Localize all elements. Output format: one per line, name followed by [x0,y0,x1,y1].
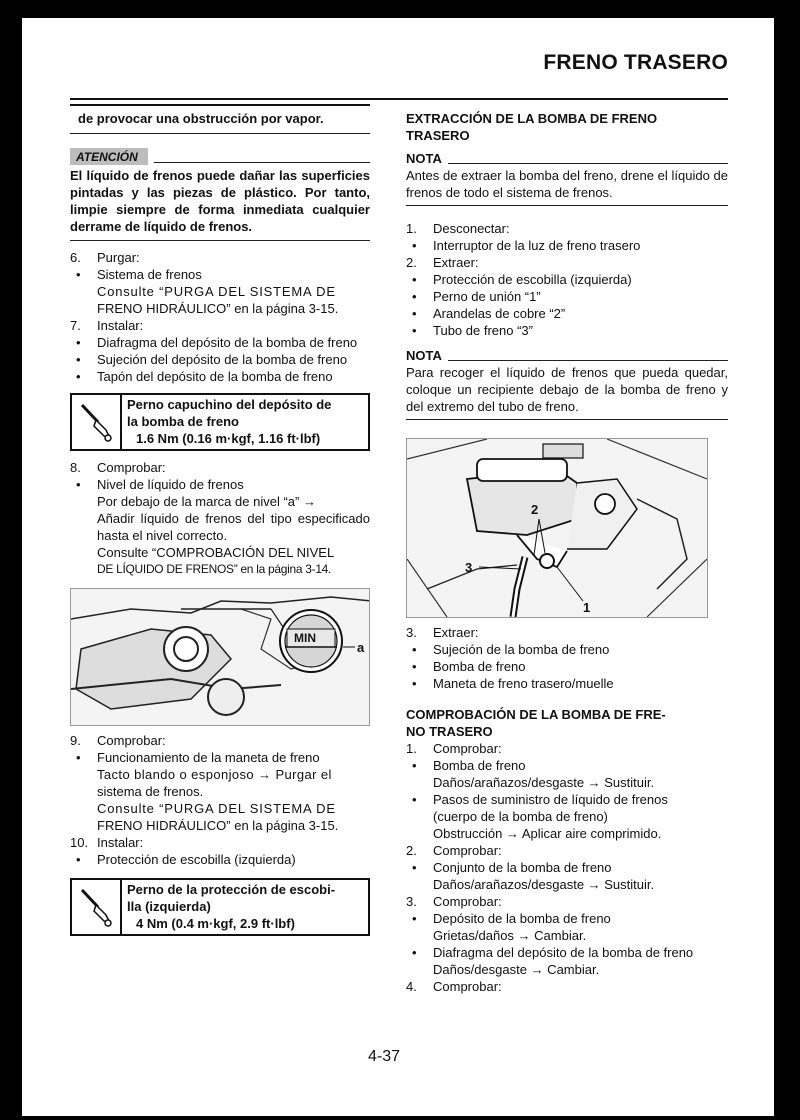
step-10: 10. Instalar: [70,835,144,850]
list-item: • Conjunto de la bomba de freno [412,860,612,875]
reference-text: Consulte “PURGA DEL SISTEMA DE [97,801,336,816]
bullet-dot: • [76,852,81,867]
list-item: • Perno de unión “1” [412,289,541,304]
list-item: • Depósito de la bomba de freno [412,911,611,926]
instruction-text: Tacto blando o esponjoso → Purgar el [97,767,332,782]
torque-value: 4 Nm (0.4 m·kgf, 2.9 ft·lbf) [136,916,295,931]
bullet-dot: • [412,860,417,875]
instruction-text: (cuerpo de la bomba de freno) [433,809,608,824]
list-item: • Arandelas de cobre “2” [412,306,566,321]
bullet-dot: • [76,335,81,350]
torque-spec-box [70,878,370,936]
reference-text: DE LÍQUIDO DE FRENOS” en la página 3-14. [97,562,332,576]
header-rule [70,98,728,100]
note-header: NOTA [406,150,728,167]
section-title: COMPROBACIÓN DE LA BOMBA DE FRE- NO TRASERO [406,707,666,739]
bullet-dot: • [412,289,417,304]
bullet-dot: • [412,659,417,674]
attention-text: El líquido de frenos puede dañar las superficies pintadas y las piezas de plástico. Por tanto, limpie siempre de forma inmediata cualquier derrame de líquido de frenos. [70,167,370,241]
check-step-1: 1. Comprobar: [406,741,502,756]
right-column [406,104,728,995]
bullet-dot: • [412,945,417,960]
bullet-dot: • [76,267,81,282]
bullet-dot: • [76,369,81,384]
section-title: EXTRACCIÓN DE LA BOMBA DE FRENO TRASERO [406,111,658,143]
torque-wrench-icon [72,395,122,449]
bullet-dot: • [412,792,417,807]
callout-2: 2 [531,502,539,517]
list-item: • Sujeción del depósito de la bomba de freno [76,352,348,367]
bullet-dot: • [412,306,417,321]
min-level-mark: MIN [294,631,316,645]
attention-header [70,148,370,165]
list-item: • Funcionamiento de la maneta de freno [76,750,320,765]
list-item: • Protección de escobilla (izquierda) [76,852,296,867]
page-number: 4-37 [368,1048,401,1065]
divider [70,133,370,134]
list-item: • Interruptor de la luz de freno trasero [412,238,641,253]
bullet-dot: • [76,750,81,765]
torque-value: 1.6 Nm (0.16 m·kgf, 1.16 ft·lbf) [136,431,321,446]
bullet-dot: • [412,323,417,338]
instruction-text: Grietas/daños → Cambiar. [433,928,587,943]
reference-text: Consulte “PURGA DEL SISTEMA DE [97,284,336,299]
callout-3: 3 [465,560,473,575]
list-item: • Nivel de líquido de frenos [76,477,244,492]
reference-text: FRENO HIDRÁULICO” en la página 3-15. [97,301,339,316]
attention-badge: ATENCIÓN [70,148,148,165]
figure-master-cylinder [406,438,708,618]
bullet-dot: • [412,238,417,253]
bullet-dot: • [412,758,417,773]
step-8: 8. Comprobar: [70,460,166,475]
step-6: 6. Purgar: [70,250,140,265]
bullet-dot: • [76,477,81,492]
step-1: 1. Desconectar: [406,221,510,236]
note-header: NOTA [406,347,728,364]
step-3: 3. Extraer: [406,625,479,640]
manual-page [22,18,774,1116]
reference-text: Consulte “COMPROBACIÓN DEL NIVEL [97,545,335,560]
instruction-text: Obstrucción → Aplicar aire comprimido. [433,826,662,841]
note-rule [448,360,728,361]
instruction-text: Daños/desgaste → Cambiar. [433,962,600,977]
check-step-3: 3. Comprobar: [406,894,502,909]
callout-1: 1 [583,600,591,615]
intro-text: de provocar una obstrucción por vapor. [78,111,324,126]
check-step-4: 4. Comprobar: [406,979,502,994]
bullet-dot: • [412,676,417,691]
list-item: • Protección de escobilla (izquierda) [412,272,632,287]
list-item: • Tubo de freno “3” [412,323,533,338]
list-item: • Bomba de freno [412,758,526,773]
list-item: • Bomba de freno [412,659,526,674]
brake-reservoir-illustration [71,589,370,725]
note-text: Para recoger el líquido de frenos que pueda quedar, coloque un recipiente debajo de la bomba de freno y del extremo del tubo de freno. [406,364,728,420]
torque-spec-box [70,393,370,451]
callout-a: a [357,640,365,655]
step-7: 7. Instalar: [70,318,144,333]
master-cylinder-illustration [407,439,707,617]
list-item: • Sistema de frenos [76,267,202,282]
torque-spec-text: Perno capuchino del depósito de la bomba de freno 1.6 Nm (0.16 m·kgf, 1.16 ft·lbf) [122,395,368,449]
torque-wrench-icon [72,880,122,934]
step-9: 9. Comprobar: [70,733,166,748]
list-item: • Maneta de freno trasero/muelle [412,676,614,691]
step-2: 2. Extraer: [406,255,479,270]
list-item: • Diafragma del depósito de la bomba de freno [412,945,694,960]
instruction-text: Por debajo de la marca de nivel “a” → [97,494,316,509]
instruction-text: Daños/arañazos/desgaste → Sustituir. [433,877,655,892]
bullet-dot: • [76,352,81,367]
left-column [70,104,370,936]
torque-spec-text: Perno de la protección de escobi- lla (izquierda) 4 Nm (0.4 m·kgf, 2.9 ft·lbf) [122,880,368,934]
bullet-dot: • [412,642,417,657]
attention-rule [154,162,370,163]
list-item: • Pasos de suministro de líquido de frenos [412,792,668,807]
page-title: FRENO TRASERO [543,51,728,74]
note-rule [448,163,728,164]
reference-text: FRENO HIDRÁULICO” en la página 3-15. [97,818,339,833]
bullet-dot: • [412,911,417,926]
instruction-text: Daños/arañazos/desgaste → Sustituir. [433,775,655,790]
list-item: • Tapón del depósito de la bomba de freno [76,369,333,384]
instruction-text: sistema de frenos. [97,784,204,799]
figure-brake-fluid-level [70,588,370,726]
check-step-2: 2. Comprobar: [406,843,502,858]
list-item: • Sujeción de la bomba de freno [412,642,610,657]
list-item: • Diafragma del depósito de la bomba de freno [76,335,358,350]
instruction-text: Añadir líquido de frenos del tipo especificado hasta el nivel correcto. [97,511,370,543]
bullet-dot: • [412,272,417,287]
note-text: Antes de extraer la bomba del freno, drene el líquido de frenos de todo el sistema de frenos. [406,167,728,206]
